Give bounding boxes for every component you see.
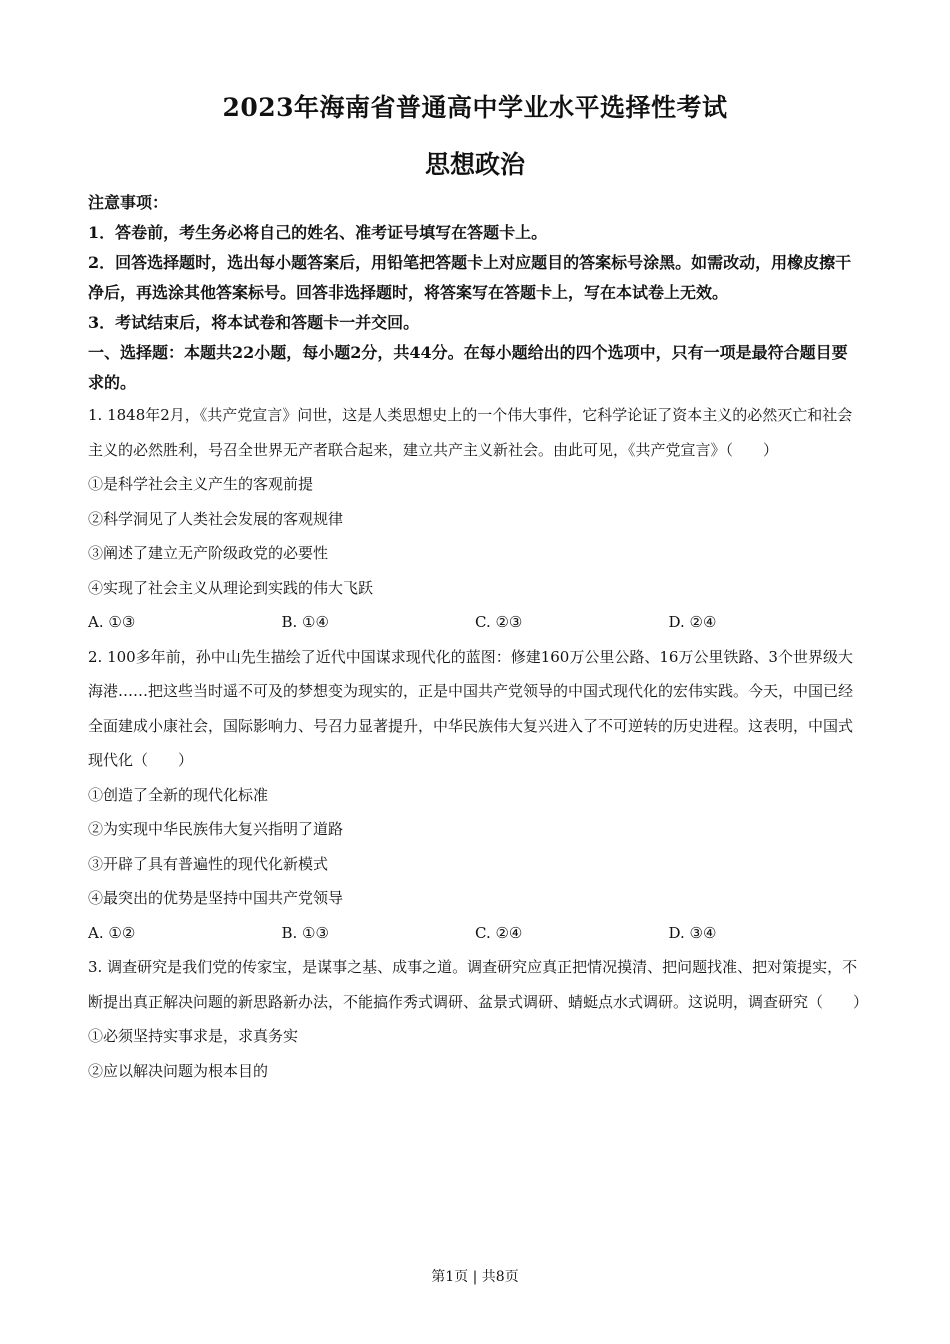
- question-option: ②科学洞见了人类社会发展的客观规律: [88, 509, 344, 528]
- question-option: ①是科学社会主义产生的客观前提: [88, 475, 314, 493]
- answer-choices: [88, 605, 862, 640]
- question-option: ④最突出的优势是坚持中国共产党领导: [88, 889, 344, 907]
- question-option: ④实现了社会主义从理论到实践的伟大飞跃: [88, 578, 374, 597]
- notice-item: 3．考试结束后，将本试卷和答题卡一并交回。: [88, 313, 420, 332]
- exam-content: [88, 188, 869, 1088]
- choice-a: A. ①③: [88, 613, 136, 631]
- choice-b: B. ①③: [281, 923, 329, 942]
- notice-heading: 注意事项：: [88, 193, 169, 212]
- question-option: ①创造了全新的现代化标准: [88, 785, 269, 804]
- choice-a: A. ①②: [88, 923, 136, 942]
- answer-choices: [88, 916, 862, 951]
- question-stem: 2. 100多年前，孙中山先生描绘了近代中国谋求现代化的蓝图：修建160万公里公路、16万公里铁路、3个世界级大海港……把这些当时遥不可及的梦想变为现实的，正是中国共产党领导的中国式现代化的宏伟实践。今天，中国已经全面建成小康社会，国际影响力、号召力显著提升，中华民族伟大复兴进入了不可逆转的历史进程。这表明，中国式现代化（ ）: [88, 647, 854, 769]
- question-option: ②应以解决问题为根本目的: [88, 1061, 269, 1080]
- exam-title: 2023年海南省普通高中学业水平选择性考试: [222, 93, 728, 122]
- choice-d: D. ③④: [668, 923, 717, 942]
- exam-subject: 思想政治: [424, 150, 525, 179]
- question-stem: 3. 调查研究是我们党的传家宝，是谋事之基、成事之道。调查研究应真正把情况摸清、把问题找准、把对策提实，不断提出真正解决问题的新思路新办法，不能搞作秀式调研、盆景式调研、蜻蜓点水式调研。这说明，调查研究（ ）: [88, 958, 869, 1011]
- section-heading: 一、选择题：本题共22小题，每小题2分，共44分。在每小题给出的四个选项中，只有一项是最符合题目要求的。: [88, 343, 848, 392]
- notice-item: 1．答卷前，考生务必将自己的姓名、准考证号填写在答题卡上。: [88, 223, 548, 242]
- question-option: ②为实现中华民族伟大复兴指明了道路: [88, 820, 344, 838]
- notice-item: 2．回答选择题时，选出每小题答案后，用铅笔把答题卡上对应题目的答案标号涂黑。如需改动，用橡皮擦干净后，再选涂其他答案标号。回答非选择题时，将答案写在答题卡上，写在本试卷上无效。: [88, 253, 852, 302]
- page-footer: 第1页 | 共8页: [431, 1269, 519, 1285]
- choice-b: B. ①④: [281, 613, 329, 631]
- question-option: ③开辟了具有普遍性的现代化新模式: [88, 854, 329, 873]
- choice-c: C. ②④: [475, 923, 523, 942]
- choice-d: D. ②④: [668, 613, 717, 631]
- question-stem: 1. 1848年2月，《共产党宣言》问世，这是人类思想史上的一个伟大事件，它科学论证了资本主义的必然灭亡和社会主义的必然胜利，号召全世界无产者联合起来，建立共产主义新社会。由此可见，《共产党宣言》（ ）: [88, 406, 853, 459]
- question-option: ①必须坚持实事求是，求真务实: [88, 1027, 299, 1045]
- question-option: ③阐述了建立无产阶级政党的必要性: [88, 544, 329, 562]
- choice-c: C. ②③: [475, 613, 523, 631]
